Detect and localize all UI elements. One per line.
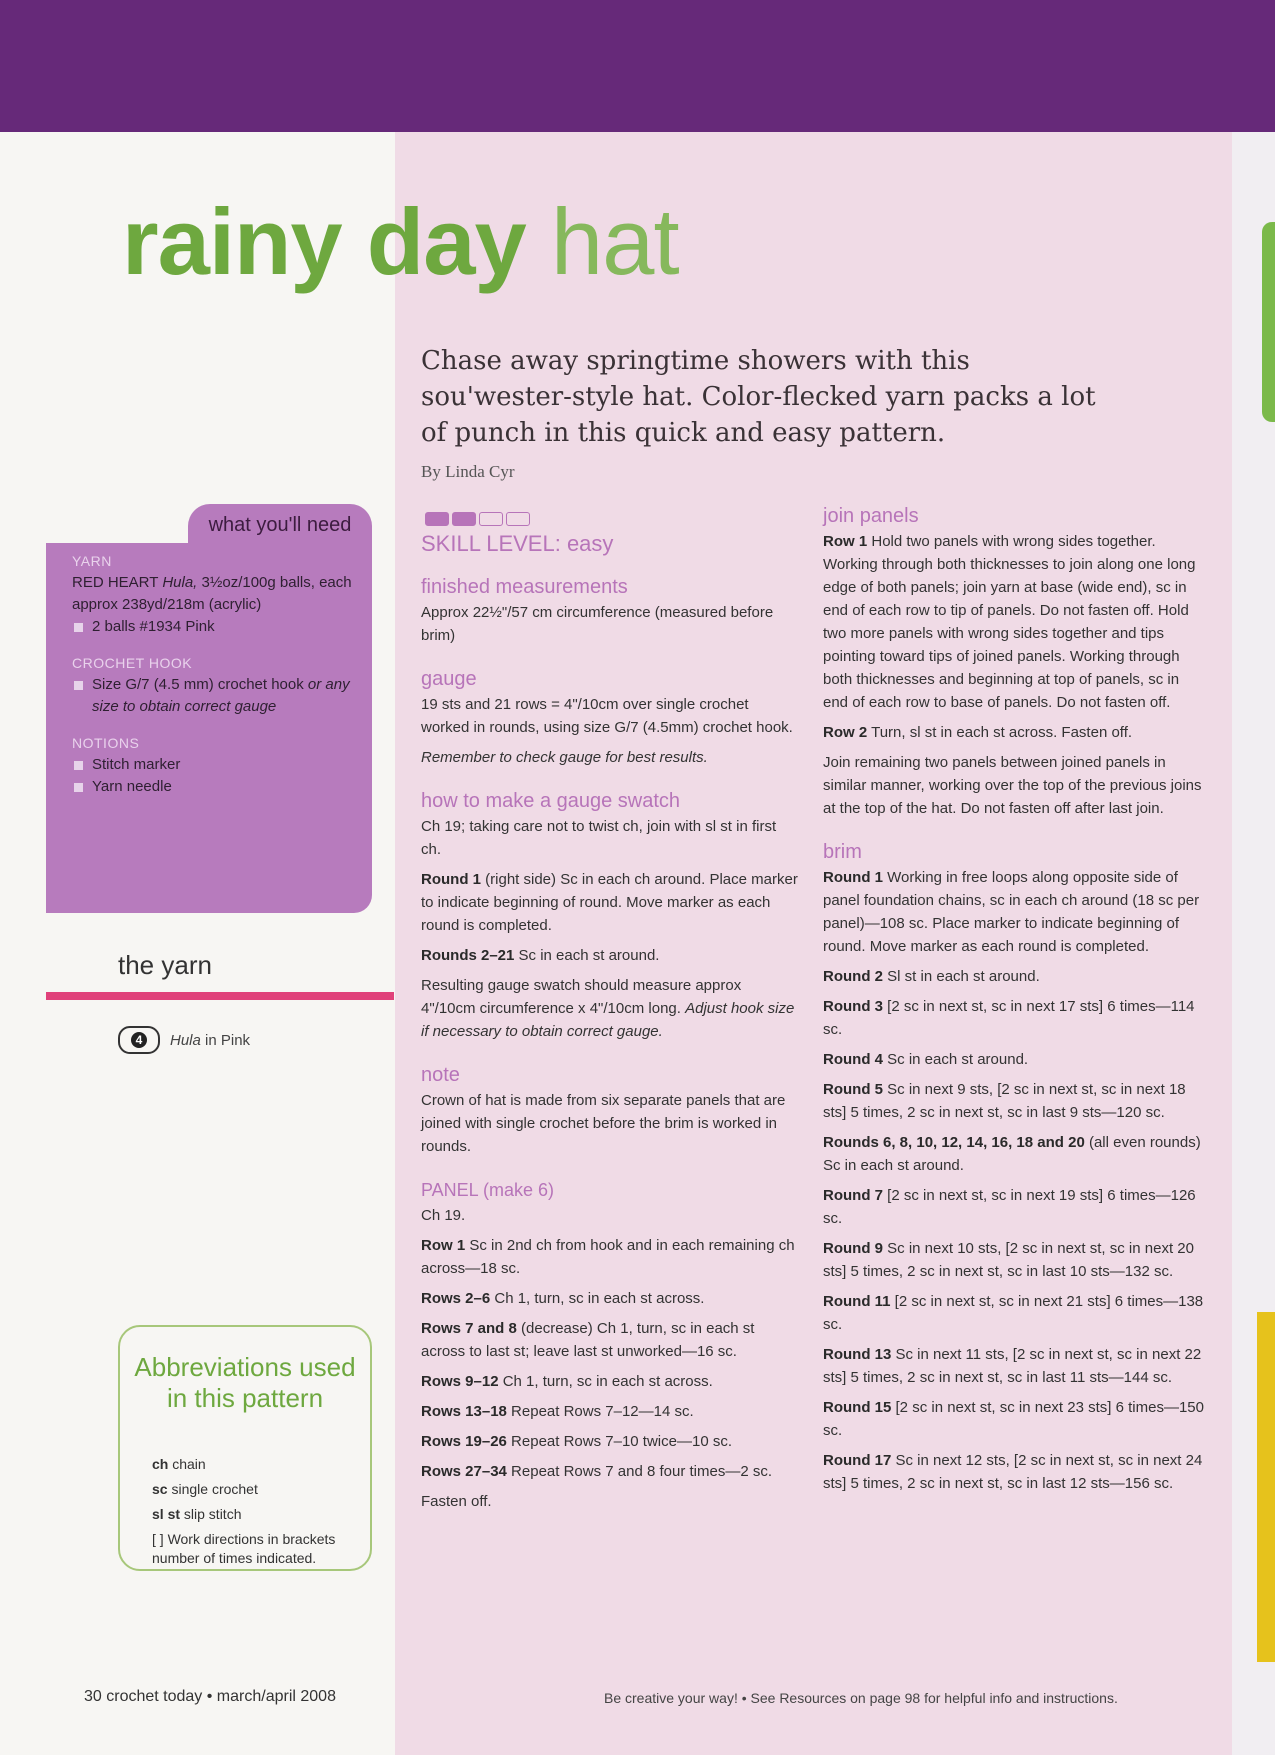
page-title (122, 189, 679, 294)
instruction (823, 1048, 1205, 1071)
instruction (823, 1343, 1205, 1389)
bullet-square-icon (74, 783, 83, 792)
instruction-label: Round 15 (823, 1399, 892, 1416)
bullet-square-icon (74, 761, 83, 770)
instruction (421, 1370, 799, 1393)
hook-item-note: or any size to obtain correct gauge (92, 676, 350, 715)
abbreviation-item (152, 1455, 362, 1474)
instruction (823, 530, 1205, 714)
instruction-text: (right side) Sc in each ch around. Place marker to indicate beginning of round. Move marker as each round is completed. (421, 871, 798, 934)
instruction (421, 944, 799, 967)
byline: By Linda Cyr (421, 462, 515, 481)
yarn-color: in Pink (200, 1031, 251, 1049)
section-heading: brim (823, 841, 862, 863)
instruction-label: Round 13 (823, 1346, 892, 1363)
notion-item (72, 776, 357, 798)
instruction-text: (decrease) Ch 1, turn, sc in each st across to last st; leave last st unworked—16 sc. (421, 1320, 755, 1360)
section-heading: gauge (421, 668, 477, 690)
instruction (421, 868, 799, 937)
instruction-text: Ch 1, turn, sc in each st across. (498, 1373, 713, 1390)
instruction-text: [2 sc in next st, sc in next 17 sts] 6 times—114 sc. (823, 998, 1195, 1038)
notions-category-label: NOTIONS (72, 735, 140, 751)
note-text: Crown of hat is made from six separate panels that are joined with single crochet before the brim is worked in rounds. (421, 1092, 786, 1155)
abbr-term: sl st (152, 1506, 181, 1522)
instruction (823, 1449, 1205, 1495)
abbr-meaning: Work directions in brackets number of times indicated. (152, 1531, 336, 1566)
abbreviation-item (152, 1505, 362, 1524)
abbr-meaning: chain (172, 1456, 206, 1472)
abbr-term: [ ] (152, 1531, 164, 1547)
instruction-text: Repeat Rows 7–10 twice—10 sc. (506, 1433, 733, 1450)
join-rest-text: Join remaining two panels between joined panels in similar manner, working over the top of the previous joins at the top of the hat. Do not fasten off after last join. (823, 754, 1202, 817)
instruction (823, 965, 1205, 988)
instruction-text: [2 sc in next st, sc in next 21 sts] 6 times—138 sc. (823, 1293, 1204, 1333)
instruction-label: Row 1 (823, 533, 868, 550)
what-youll-need-heading: what you'll need (188, 504, 372, 546)
magazine-top-band (0, 0, 1275, 132)
instruction (823, 1078, 1205, 1124)
instruction-text: Repeat Rows 7–12—14 sc. (506, 1403, 694, 1420)
instruction-label: Rounds 2–21 (421, 947, 515, 964)
instruction-label: Round 1 (823, 869, 883, 886)
section-heading: how to make a gauge swatch (421, 790, 681, 812)
intro-deck: Chase away springtime showers with this sou'wester-style hat. Color-flecked yarn packs a lot of punch in this quick and easy pattern. (421, 346, 1096, 448)
abbreviation-item (152, 1530, 362, 1568)
skill-level-indicator-icon (425, 512, 799, 526)
the-yarn-rule (46, 992, 394, 1000)
yarn-name-italic: Hula (170, 1031, 201, 1049)
hook-item (72, 674, 357, 718)
pattern-column-left (421, 508, 799, 1520)
next-page-edge (1232, 132, 1275, 1755)
instruction (823, 995, 1205, 1041)
footer-tagline: Be creative your way! • See Resources on page 98 for helpful info and instructions. (604, 1690, 1118, 1706)
swatch-result-note: Adjust hook size if necessary to obtain correct gauge. (421, 1000, 795, 1040)
yarn-brand: RED HEART (72, 574, 163, 591)
instruction (421, 1460, 799, 1483)
yarn-item (72, 616, 357, 638)
yarn-weight-number: 4 (131, 1032, 147, 1048)
instruction-text: Sc in next 10 sts, [2 sc in next st, sc in next 20 sts] 5 times, 2 sc in next st, sc in last 10 sts—132 sc. (823, 1240, 1194, 1280)
hook-category-label: CROCHET HOOK (72, 655, 193, 671)
swatch-result-text: Resulting gauge swatch should measure approx 4"/10cm circumference x 4"/10cm long. (421, 977, 742, 1017)
instruction-text: Sc in 2nd ch from hook and in each remaining ch across—18 sc. (421, 1237, 795, 1277)
instruction-label: Round 3 (823, 998, 883, 1015)
instruction-text: Sc in next 11 sts, [2 sc in next st, sc in next 22 sts] 5 times, 2 sc in next st, sc in last 11 sts—144 sc. (823, 1346, 1202, 1386)
instruction (421, 1400, 799, 1423)
instruction (421, 1234, 799, 1280)
yarn-description (72, 572, 357, 616)
footer-folio: 30 crochet today • march/april 2008 (84, 1688, 336, 1705)
instruction-label: Round 17 (823, 1452, 892, 1469)
section-heading: PANEL (make 6) (421, 1180, 555, 1200)
instruction-label: Round 5 (823, 1081, 883, 1098)
instruction-text: Sc in next 12 sts, [2 sc in next st, sc in next 24 sts] 5 times, 2 sc in next st, sc in last 12 sts—156 sc. (823, 1452, 1203, 1492)
hook-item-text: Size G/7 (4.5 mm) crochet hook (92, 676, 308, 693)
next-page-yellow-block (1257, 1312, 1275, 1662)
instruction-label: Round 7 (823, 1187, 883, 1204)
instruction (823, 1184, 1205, 1230)
swatch-result (421, 974, 799, 1043)
fasten-off: Fasten off. (421, 1493, 492, 1510)
instruction-label: Round 2 (823, 968, 883, 985)
gauge-text: 19 sts and 21 rows = 4"/10cm over single crochet worked in rounds, using size G/7 (4.5mm) crochet hook. (421, 696, 793, 736)
instruction-text: Ch 1, turn, sc in each st across. (490, 1290, 705, 1307)
instruction (823, 1396, 1205, 1442)
instruction-text: Sc in each st around. (514, 947, 660, 964)
instruction-text: Sl st in each st around. (883, 968, 1040, 985)
title-part-hat: hat (525, 189, 679, 294)
instruction-text: (all even rounds) Sc in each st around. (823, 1134, 1201, 1174)
abbr-term: sc (152, 1481, 168, 1497)
abbreviations-title: Abbreviations used in this pattern (134, 1352, 356, 1413)
instruction (421, 1317, 799, 1363)
abbr-meaning: slip stitch (183, 1506, 242, 1522)
instruction (421, 1430, 799, 1453)
yarn-category-label: YARN (72, 553, 112, 569)
yarn-weight-row (118, 1026, 250, 1054)
abbr-meaning: single crochet (171, 1481, 258, 1497)
instruction (421, 1287, 799, 1310)
yarn-name: Hula, (162, 574, 198, 591)
instruction-text: [2 sc in next st, sc in next 23 sts] 6 times—150 sc. (823, 1399, 1204, 1439)
bullet-square-icon (74, 681, 83, 690)
section-heading: join panels (823, 505, 919, 527)
title-part-day: day (366, 189, 526, 294)
instruction (823, 1237, 1205, 1283)
instruction-text: Repeat Rows 7 and 8 four times—2 sc. (506, 1463, 773, 1480)
gauge-note (421, 746, 799, 769)
yarn-item-text: 2 balls #1934 Pink (92, 618, 215, 635)
instruction-label: Round 9 (823, 1240, 883, 1257)
instruction-text: Sc in next 9 sts, [2 sc in next st, sc in next 18 sts] 5 times, 2 sc in next st, sc in last 9 sts—120 sc. (823, 1081, 1186, 1121)
pattern-column-right (823, 504, 1205, 1502)
yarn-name-line (170, 1032, 250, 1049)
instruction-text: Hold two panels with wrong sides together. Working through both thicknesses to join along one long edge of both panels; join yarn at base (wide end), sc in end of each row to tip of panels. Do not fasten off. Hold two more panels with wrong sides together and tips pointing toward tips of joined panels. Working through both thicknesses and beginning at top of panels, sc in end of each row to base of panels. Do not fasten off. (823, 533, 1196, 711)
instruction-label: Round 11 (823, 1293, 891, 1310)
section-heading: finished measurements (421, 576, 628, 598)
instruction-label: Rounds 6, 8, 10, 12, 14, 16, 18 and 20 (823, 1134, 1085, 1151)
notion-item-text: Stitch marker (92, 756, 181, 773)
what-youll-need-list (72, 550, 357, 798)
swatch-text: Ch 19; taking care not to twist ch, join with sl st in first ch. (421, 818, 777, 858)
notion-item (72, 754, 357, 776)
instruction (823, 1290, 1205, 1336)
instruction-label: Rows 27–34 (421, 1463, 507, 1480)
instruction-label: Row 2 (823, 724, 868, 741)
instruction-text: Working in free loops along opposite side of panel foundation chains, sc in each ch around (18 sc per panel)—108 sc. Place marker to indicate beginning of round. Move marker as each round is completed. (823, 869, 1200, 955)
title-part-rainy: rainy (122, 189, 367, 294)
skill-level: SKILL LEVEL: easy (421, 531, 614, 556)
instruction (823, 866, 1205, 958)
instruction-label: Round 1 (421, 871, 481, 888)
instruction-label: Rows 7 and 8 (421, 1320, 517, 1337)
instruction-label: Rows 13–18 (421, 1403, 507, 1420)
notion-item-text: Yarn needle (92, 778, 172, 795)
bullet-square-icon (74, 623, 83, 632)
abbr-term: ch (152, 1456, 169, 1472)
instruction-label: Rows 19–26 (421, 1433, 507, 1450)
section-heading: note (421, 1064, 460, 1086)
instruction (823, 721, 1205, 744)
gauge-note-text: Remember to check gauge for best results. (421, 749, 708, 766)
instruction-text: [2 sc in next st, sc in next 19 sts] 6 times—126 sc. (823, 1187, 1196, 1227)
instruction-text: Turn, sl st in each st across. Fasten off. (867, 724, 1133, 741)
instruction-label: Rows 2–6 (421, 1290, 491, 1307)
yarn-detail: 3½oz/100g balls, each approx 238yd/218m (acrylic) (72, 574, 352, 613)
panel-chain: Ch 19. (421, 1207, 466, 1224)
abbreviations-list (152, 1455, 362, 1574)
next-page-green-block (1262, 222, 1275, 422)
abbreviation-item (152, 1480, 362, 1499)
instruction (823, 1131, 1205, 1177)
measurements-text: Approx 22½"/57 cm circumference (measured before brim) (421, 604, 774, 644)
the-yarn-heading: the yarn (118, 950, 212, 980)
instruction-label: Row 1 (421, 1237, 466, 1254)
instruction-label: Round 4 (823, 1051, 883, 1068)
yarn-weight-icon (118, 1026, 160, 1054)
instruction-label: Rows 9–12 (421, 1373, 499, 1390)
instruction-text: Sc in each st around. (883, 1051, 1029, 1068)
